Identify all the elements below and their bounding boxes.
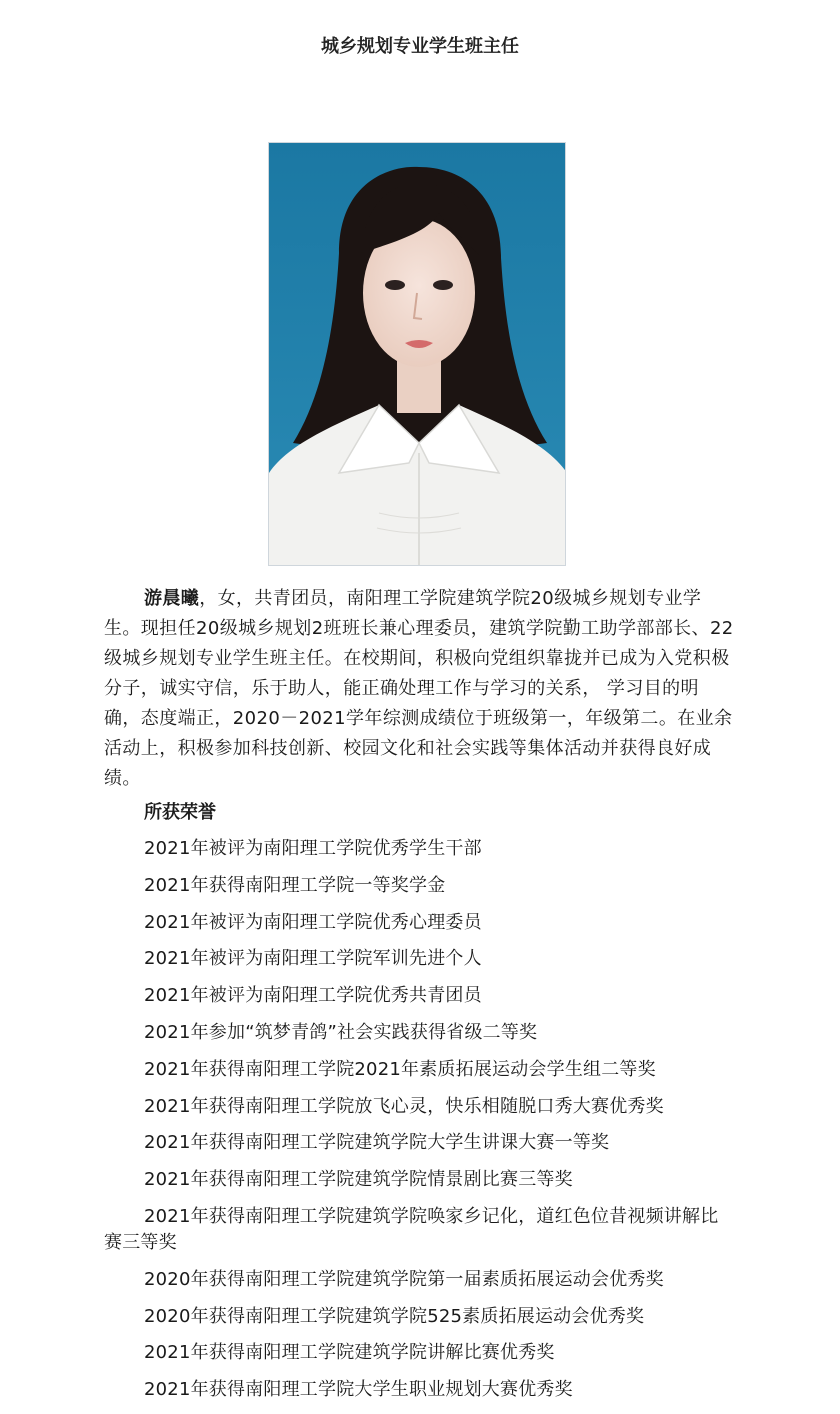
honor-item: 2021年获得南阳理工学院一等奖学金 — [144, 874, 446, 896]
student-name: 游晨曦 — [144, 588, 200, 609]
honor-item: 2021年获得南阳理工学院建筑学院大学生讲课大赛一等奖 — [144, 1132, 610, 1154]
bio-paragraph — [104, 584, 734, 794]
bio-text: ，女，共青团员，南阳理工学院建筑学院20级城乡规划专业学生。现担任20级城乡规划2班班长兼心理委员，建筑学院勤工助学部部长、22级城乡规划专业学生班主任。在校期间，积极向党组织靠拢并已成为入党积极分子，诚实守信，乐于助人，能正确处理工作与学习的关系， 学习目的明确，态度端正，2020－2021学年综测成绩位于班级第一，年级第二。在业余活动上，积极参加科技创新、校园文化和社会实践等集体活动并获得良好成绩。 — [104, 588, 734, 789]
honor-item: 2021年被评为南阳理工学院军训先进个人 — [144, 948, 482, 970]
honor-item: 2020年获得南阳理工学院建筑学院第一届素质拓展运动会优秀奖 — [144, 1268, 664, 1290]
honor-item: 2021年参加“筑梦青鸽”社会实践获得省级二等奖 — [144, 1021, 538, 1043]
honor-item: 2020年获得南阳理工学院建筑学院525素质拓展运动会优秀奖 — [144, 1305, 645, 1327]
honor-item: 2021年获得南阳理工学院大学生职业规划大赛优秀奖 — [144, 1379, 573, 1401]
honor-item: 2021年获得南阳理工学院放飞心灵，快乐相随脱口秀大赛优秀奖 — [144, 1095, 664, 1117]
honors-heading: 所获荣誉 — [144, 802, 216, 823]
honor-item: 2021年获得南阳理工学院2021年素质拓展运动会学生组二等奖 — [144, 1058, 656, 1080]
page-title: 城乡规划专业学生班主任 — [321, 36, 519, 57]
honor-item: 2021年获得南阳理工学院建筑学院讲解比赛优秀奖 — [144, 1342, 555, 1364]
honor-item: 2021年被评为南阳理工学院优秀共青团员 — [144, 985, 482, 1007]
honors-list — [104, 836, 734, 1414]
honor-item: 2021年获得南阳理工学院建筑学院情景剧比赛三等奖 — [144, 1169, 573, 1191]
honor-item: 2021年被评为南阳理工学院优秀心理委员 — [144, 911, 482, 933]
portrait-photo — [268, 142, 566, 566]
honor-item: 2021年被评为南阳理工学院优秀学生干部 — [144, 838, 482, 859]
honor-item: 2021年获得南阳理工学院建筑学院唤家乡记化，道红色位昔视频讲解比赛三等奖 — [104, 1205, 719, 1253]
